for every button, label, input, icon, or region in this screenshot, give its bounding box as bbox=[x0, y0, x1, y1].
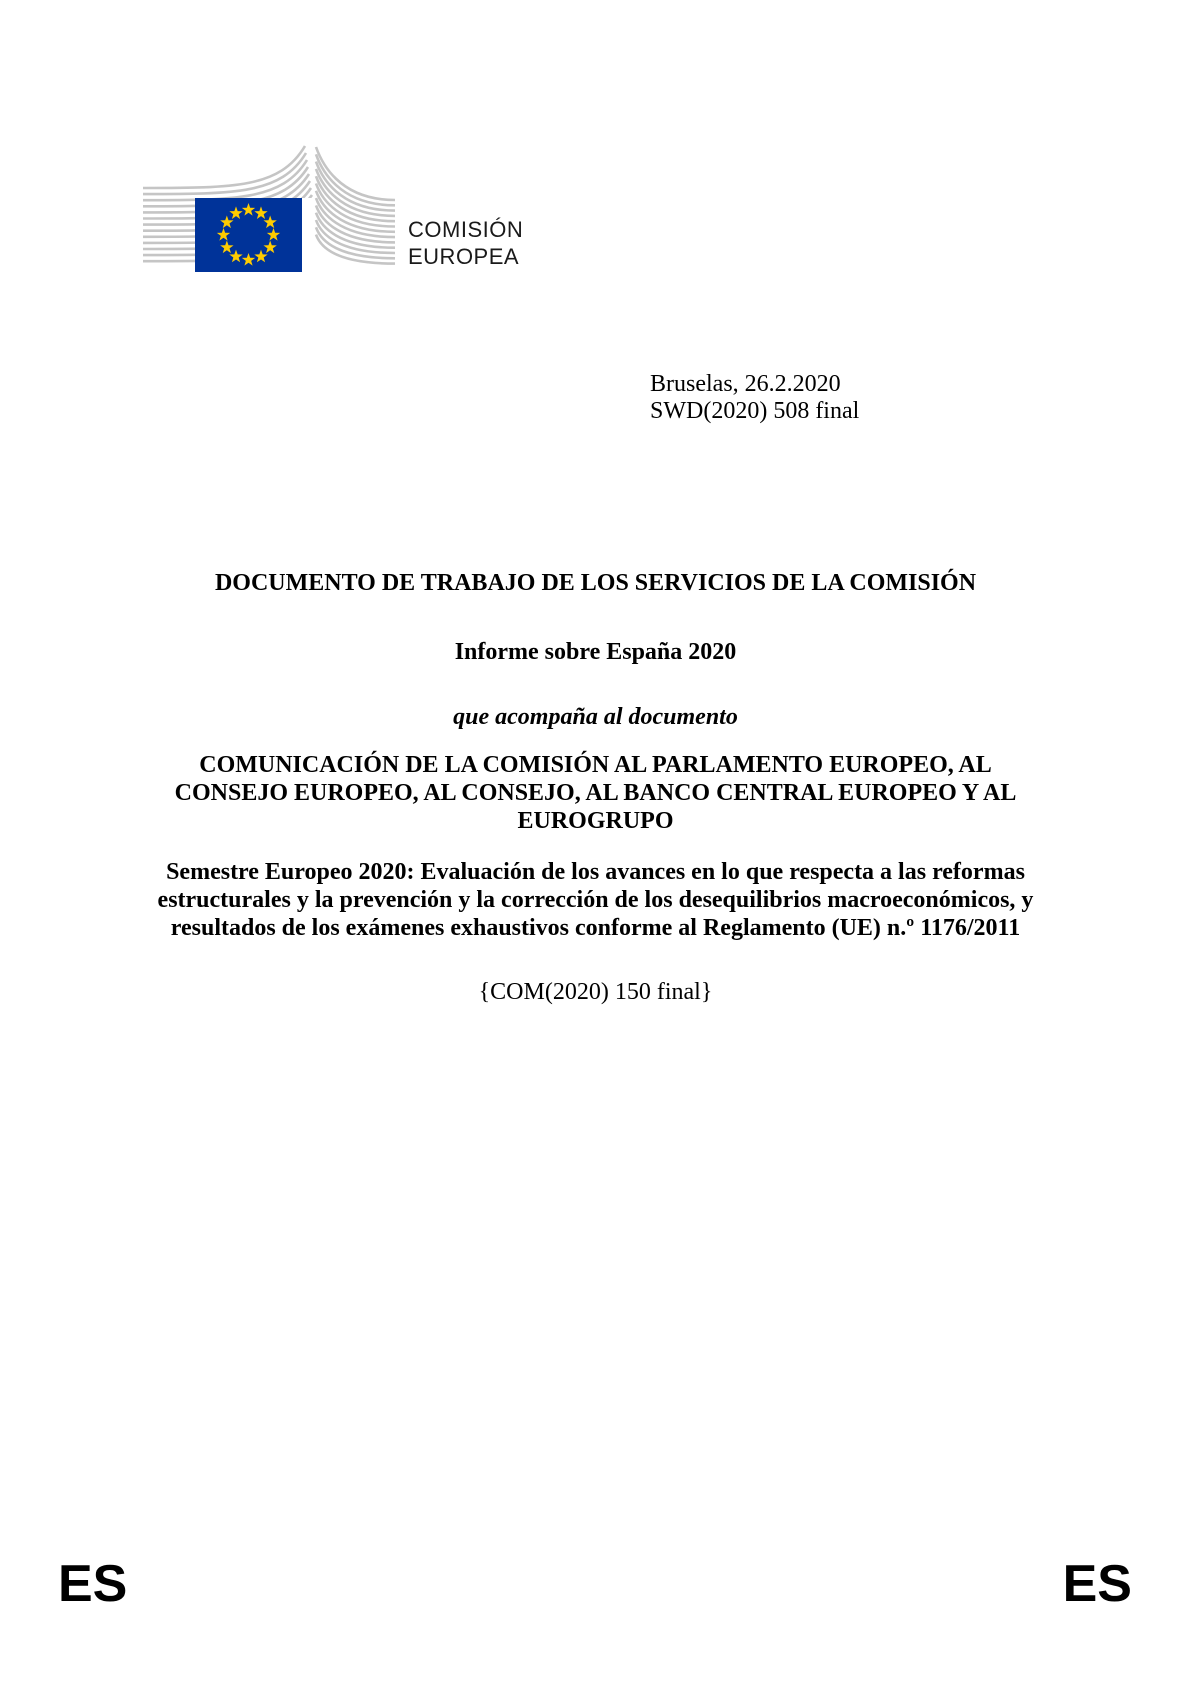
communication-title-line: EUROGRUPO bbox=[517, 808, 674, 834]
berlaymont-lines-right-icon bbox=[316, 147, 395, 264]
semester-subtitle-line: estructurales y la prevención y la corrección de los desequilibrios macroeconómicos, y bbox=[157, 887, 1034, 913]
language-code-left: ES bbox=[58, 1555, 128, 1613]
semester-subtitle bbox=[0, 858, 1191, 942]
document-type-title: DOCUMENTO DE TRABAJO DE LOS SERVICIOS DE LA COMISIÓN bbox=[214, 570, 977, 596]
communication-title-line: CONSEJO EUROPEO, AL CONSEJO, AL BANCO CENTRAL EUROPEO Y AL bbox=[174, 780, 1017, 806]
document-reference: SWD(2020) 508 final bbox=[650, 398, 860, 424]
com-reference: {COM(2020) 150 final} bbox=[478, 979, 713, 1005]
report-title: Informe sobre España 2020 bbox=[454, 639, 737, 665]
document-header-block bbox=[650, 371, 859, 425]
accompanying-note: que acompaña al documento bbox=[453, 704, 738, 730]
eu-flag-icon bbox=[195, 198, 302, 272]
semester-subtitle-line: Semestre Europeo 2020: Evaluación de los avances en lo que respecta a las reformas bbox=[166, 859, 1025, 885]
communication-title bbox=[0, 751, 1191, 835]
european-commission-logo bbox=[140, 132, 398, 274]
communication-title-line: COMUNICACIÓN DE LA COMISIÓN AL PARLAMENTO EUROPEO, AL bbox=[199, 752, 992, 778]
logo-wordmark bbox=[408, 216, 523, 270]
place-date: Bruselas, 26.2.2020 bbox=[650, 371, 841, 397]
logo-wordmark-line2: EUROPEA bbox=[408, 244, 520, 269]
language-code-right: ES bbox=[1062, 1555, 1132, 1613]
logo-wordmark-line1: COMISIÓN bbox=[408, 217, 524, 242]
semester-subtitle-line: resultados de los exámenes exhaustivos conforme al Reglamento (UE) n.º 1176/2011 bbox=[170, 915, 1021, 941]
